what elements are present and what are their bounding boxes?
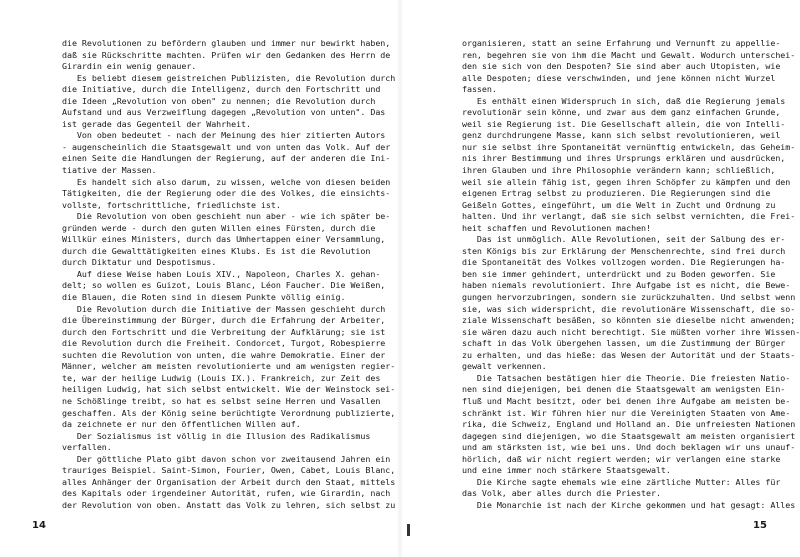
- text-line: Es beliebt diesem geistreichen Publizisten, die Revolution durch: [62, 72, 396, 83]
- text-line: Es enthält einen Widerspruch in sich, daß die Regierung jemals: [462, 95, 786, 106]
- text-line: heiligen Ludwig, hat sich selbst entwickelt. Wie der Weinstock sei-: [62, 384, 396, 395]
- text-line: Aufstand und aus Verzweiflung dagegen „Revolution von unten". Das: [62, 107, 386, 118]
- text-line: und am stärksten ist, wie bei uns. Und doch beklagen wir uns unauf-: [462, 442, 796, 453]
- text-line: tiative der Massen.: [62, 165, 157, 176]
- text-line: ne Schößlinge treibt, so hat es selbst seine Herren und Vasallen: [62, 395, 381, 406]
- text-line: hörlich, daß wir nicht regiert werden; wir verlangen eine starke: [462, 453, 781, 464]
- text-line: genz durchdrungene Masse, kann sich selbst revolutionieren, weil: [462, 130, 781, 141]
- text-line: Von oben bedeutet - nach der Meinung des hier zitierten Autors: [62, 130, 386, 141]
- text-line: Auf diese Weise haben Louis XIV., Napoleon, Charles X. gehan-: [62, 268, 381, 279]
- text-line: ren, begehren sie von ihm die Macht und Gewalt. Wodurch unterschei-: [462, 49, 796, 60]
- text-line: Die Kirche sagte ehemals wie eine zärtliche Mutter: Alles für: [462, 476, 781, 487]
- page-number-right: 15: [753, 520, 767, 531]
- text-line: ben sie immer gehindert, unterdrückt und zu Boden geworfen. Sie: [462, 268, 776, 279]
- text-line: der Revolution von oben. Anstatt das Volk zu lehren, sich selbst zu: [62, 499, 396, 510]
- text-line: die Initiative, durch die Intelligenz, durch den Fortschritt und: [62, 84, 381, 95]
- text-line: Die Tatsachen bestätigen hier die Theorie. Die freiesten Natio-: [462, 372, 791, 383]
- text-line: suchten die Revolution von unten, die wahre Demokratie. Einer der: [62, 349, 386, 360]
- text-line: geschaffen. Als der König seine berüchtigte Verordnung publizierte,: [62, 407, 396, 418]
- right-page-text: [462, 38, 800, 511]
- text-line: die Revolution durch die Freiheit. Condorcet, Turgot, Robespierre: [62, 338, 386, 349]
- text-line: Girardin ein wenig genauer.: [62, 61, 197, 72]
- text-line: fluß und Macht besitzt, oder bei denen ihre Aufgabe am meisten be-: [462, 395, 791, 406]
- text-line: nen sind diejenigen, bei denen die Staatsgewalt am wenigsten Ein-: [462, 384, 786, 395]
- text-line: verfallen.: [62, 442, 112, 453]
- text-line: durch Diktatur und Despotismus.: [62, 257, 217, 268]
- text-line: gungen hervorzubringen, sondern sie zurückzuhalten. Und selbst wenn: [462, 292, 796, 303]
- text-line: sten Königs bis zur Erklärung der Menschenrechte, sind frei durch: [462, 245, 786, 256]
- text-line: Männer, welcher am meisten revolutionierte und am wenigsten regier-: [62, 361, 396, 372]
- text-line: die Revolutionen zu befördern glauben und immer nur bewirkt haben,: [62, 38, 391, 48]
- text-line: einen Seite die Handlungen der Regierung, auf der anderen die Ini-: [62, 153, 391, 164]
- text-line: den sie sich von den Despoten? Sie sind aber auch Utopisten, wie: [462, 61, 781, 72]
- text-line: Der Sozialismus ist völlig in die Illusion des Radikalismus: [62, 430, 371, 441]
- text-line: durch die Gewalttätigkeiten eines Klubs. Es ist die Revolution: [62, 245, 371, 256]
- text-line: nis ihrer Bestimmung und ihres Ursprungs erklären und ausdrücken,: [462, 153, 786, 164]
- text-line: alles Anhänger der Organisation der Arbeit durch den Staat, mittels: [62, 476, 396, 487]
- text-line: dagegen sind diejenigen, wo die Staatsgewalt am meisten organisiert: [462, 430, 796, 441]
- text-line: Die Monarchie ist nach der Kirche gekommen und hat gesagt: Alles: [462, 499, 796, 510]
- text-line: das Volk, aber alles durch die Priester.: [462, 488, 661, 499]
- text-line: sie, was sich widerspricht, die revolutionäre Wissenschaft, die so-: [462, 303, 796, 314]
- right-page: [400, 0, 800, 557]
- text-line: die Übereinstimmung der Bürger, durch die Erfahrung der Arbeiter,: [62, 315, 386, 326]
- text-line: halten. Und ihr verlangt, daß sie sich selbst vernichten, die Frei-: [462, 211, 796, 222]
- text-line: da zeichnete er nur den öffentlichen Willen auf.: [62, 419, 301, 430]
- text-line: weil sie allein fähig ist, gegen ihren Schöpfer zu kämpfen und den: [462, 176, 791, 187]
- text-line: heit schaffen und Revolutionen machen!: [462, 222, 651, 233]
- text-line: daß sie Rückschritte machten. Prüfen wir den Gedanken des Herrn de: [62, 49, 391, 60]
- text-line: Die Revolution von oben geschieht nun aber - wie ich später be-: [62, 211, 391, 222]
- text-line: ist gerade das Gegenteil der Wahrheit.: [62, 118, 251, 129]
- text-line: Das ist unmöglich. Alle Revolutionen, seit der Salbung des er-: [462, 234, 786, 245]
- text-line: sie wären dazu auch nicht berechtigt. Sie müßten vorher ihre Wissen-: [462, 326, 800, 337]
- text-line: Der göttliche Plato gibt davon schon vor zweitausend Jahren ein: [62, 453, 391, 464]
- text-line: eigenen Ertrag selbst zu produzieren. Die Regierungen sind die: [462, 188, 771, 199]
- text-line: gründen werde - durch den guten Willen eines Fürsten, durch die: [62, 222, 376, 233]
- text-line: trauriges Beispiel. Saint-Simon, Fourier, Owen, Cabet, Louis Blanc,: [62, 465, 396, 476]
- text-line: schaft in das Volk übergehen lassen, um die Zustimmung der Bürger: [462, 338, 786, 349]
- text-line: die Spontaneität des Volkes vollzogen worden. Die Regierungen ha-: [462, 257, 786, 268]
- text-line: Willkür eines Ministers, durch das Umhertappen einer Versammlung,: [62, 234, 386, 245]
- text-line: und eine immer noch stärkere Staatsgewalt.: [462, 465, 671, 476]
- text-line: revolutionär sein könne, und zwar aus dem ganz einfachen Grunde,: [462, 107, 781, 118]
- text-line: vollste, fortschrittliche, friedlichste ist.: [62, 199, 281, 210]
- text-line: die Ideen „Revolution von oben" zu nennen; die Revolution durch: [62, 95, 376, 106]
- text-line: nur sie selbst ihre Spontaneität vernünftig entwickeln, das Geheim-: [462, 141, 796, 152]
- text-line: Geißeln Gottes, eingeführt, um die Welt in Zucht und Ordnung zu: [462, 199, 776, 210]
- text-line: te, war der heilige Ludwig (Louis IX.). Frankreich, zur Zeit des: [62, 372, 381, 383]
- text-line: weil sie Regierung ist. Die Gesellschaft allein, die von Intelli-: [462, 118, 786, 129]
- text-line: Die Revolution durch die Initiative der Massen geschieht durch: [62, 303, 386, 314]
- text-line: - augenscheinlich die Staatsgewalt und von unten das Volk. Auf der: [62, 141, 391, 152]
- text-line: fassen.: [462, 84, 497, 95]
- text-line: ziale Wissenschaft besäßen, so könnten sie dieselbe nicht anwenden;: [462, 315, 796, 326]
- text-line: Tätigkeiten, die der Regierung oder die des Volkes, die einsichts-: [62, 188, 391, 199]
- text-line: gewalt verkennen.: [462, 361, 547, 372]
- text-line: durch den Fortschritt und die Verbreitung der Aufklärung; sie ist: [62, 326, 386, 337]
- text-line: die Blauen, die Roten sind in diesem Punkte völlig einig.: [62, 292, 346, 303]
- text-line: Es handelt sich also darum, zu wissen, welche von diesen beiden: [62, 176, 391, 187]
- text-line: schränkt ist. Wir führen hier nur die Vereinigten Staaten von Ame-: [462, 407, 791, 418]
- text-line: organisieren, statt an seine Erfahrung und Vernunft zu appellie-: [462, 38, 781, 48]
- text-line: haben niemals revolutioniert. Ihre Aufgabe ist es nicht, die Bewe-: [462, 280, 791, 291]
- text-line: alle Despoten; diese verschwinden, und jene können nicht Wurzel: [462, 72, 776, 83]
- text-line: delt; so wollen es Guizot, Louis Blanc, Léon Faucher. Die Weißen,: [62, 280, 386, 291]
- left-page-text: [62, 38, 395, 511]
- text-line: rika, die Schweiz, England und Holland an. Die unfreiesten Nationen: [462, 419, 796, 430]
- page-number-left: 14: [32, 520, 46, 531]
- text-line: zu erhalten, und das hieße: das Wesen der Autorität und der Staats-: [462, 349, 796, 360]
- text-line: ihren Glauben und ihre Philosophie verändern kann; schließlich,: [462, 165, 776, 176]
- text-line: des Kapitals oder irgendeiner Autorität, rufen, wie Girardin, nach: [62, 488, 391, 499]
